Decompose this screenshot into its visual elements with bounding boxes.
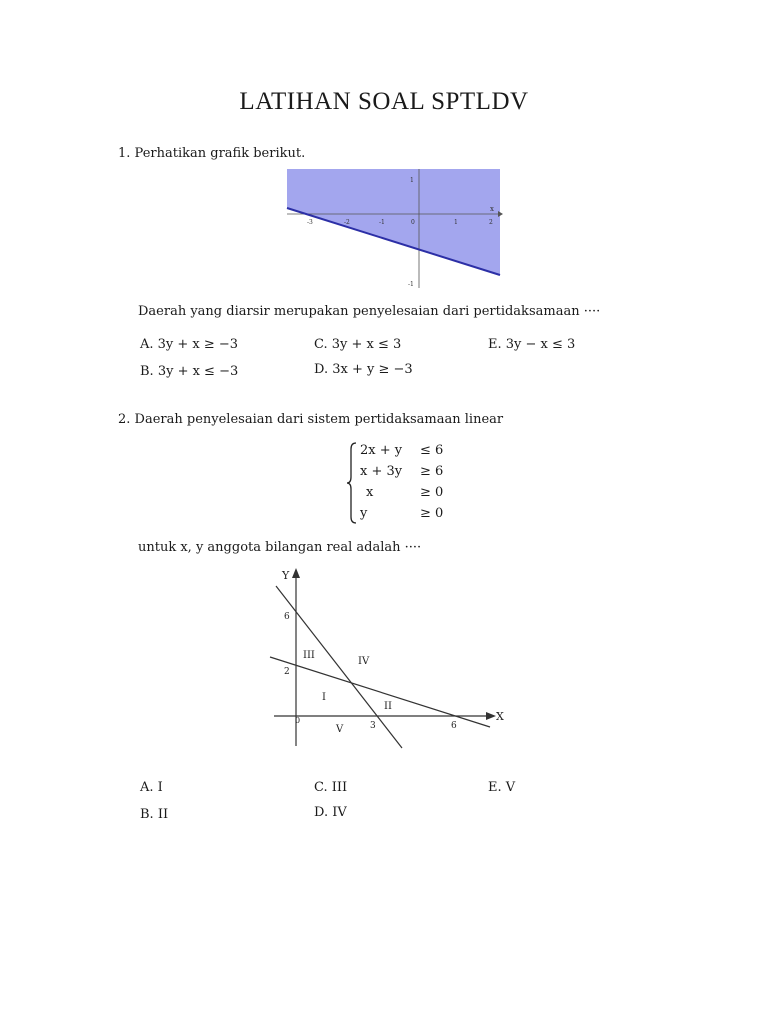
question-1-graph	[284, 166, 504, 292]
question-2-text: 2. Daerah penyelesaian dari sistem pertidaksamaan linear	[118, 412, 504, 427]
q1-option-a[interactable]: A. 3y + x ≥ −3	[140, 337, 239, 352]
y-label-2: 2	[284, 667, 290, 677]
y-label-6: 6	[284, 612, 290, 622]
shaded-region	[287, 169, 500, 275]
x-tick-label: 0	[411, 219, 415, 226]
region-label: V	[336, 724, 344, 735]
y-axis-arrow	[292, 568, 300, 578]
region-label: IV	[358, 656, 370, 667]
x-tick-label: 2	[489, 219, 493, 226]
system-rel: ≥ 0	[420, 506, 444, 521]
x-label-3: 3	[370, 721, 376, 731]
system-rel: ≤ 6	[420, 443, 444, 458]
system-lhs: 2x + y	[360, 443, 403, 458]
y-tick-bottom: -1	[408, 281, 414, 288]
q2-option-d[interactable]: D. IV	[314, 805, 347, 820]
q2-option-e[interactable]: E. V	[488, 780, 516, 795]
x-tick-label: -3	[307, 219, 313, 226]
x-axis-arrow	[486, 712, 496, 720]
question-1-text: 1. Perhatikan grafik berikut.	[118, 146, 306, 161]
q2-option-a[interactable]: A. I	[140, 780, 163, 795]
system-rel: ≥ 6	[420, 464, 444, 479]
x-tick-label: -1	[379, 219, 385, 226]
x-axis-label: x	[490, 205, 494, 213]
system-lhs: x + 3y	[360, 464, 403, 479]
region-label: II	[384, 701, 392, 712]
region-label: III	[303, 650, 315, 661]
q2-option-c[interactable]: C. III	[314, 780, 348, 795]
system-lhs: y	[360, 506, 368, 521]
question-2-graph	[262, 562, 512, 754]
x-axis-label: X	[496, 710, 504, 723]
system-rel: ≥ 0	[420, 485, 444, 500]
question-2-prompt: untuk x, y anggota bilangan real adalah ····	[138, 540, 422, 555]
q1-option-d[interactable]: D. 3x + y ≥ −3	[314, 362, 413, 377]
y-axis-label: Y	[282, 569, 290, 582]
q1-option-b[interactable]: B. 3y + x ≤ −3	[140, 364, 239, 379]
origin-label: 0	[295, 716, 301, 725]
q1-option-c[interactable]: C. 3y + x ≤ 3	[314, 337, 402, 352]
x-tick-label: 1	[454, 219, 458, 226]
q1-option-e[interactable]: E. 3y − x ≤ 3	[488, 337, 576, 352]
question-1-prompt: Daerah yang diarsir merupakan penyelesaian dari pertidaksamaan ····	[138, 304, 601, 319]
x-label-6: 6	[451, 721, 457, 731]
y-tick-top: 1	[410, 177, 414, 184]
x-tick-label: -2	[344, 219, 350, 226]
system-lhs: x	[366, 485, 374, 500]
x-axis-arrow	[498, 211, 503, 217]
region-label: I	[322, 692, 326, 703]
page-title: LATIHAN SOAL SPTLDV	[239, 88, 529, 115]
left-brace-icon	[346, 441, 358, 525]
q2-option-b[interactable]: B. II	[140, 807, 169, 822]
